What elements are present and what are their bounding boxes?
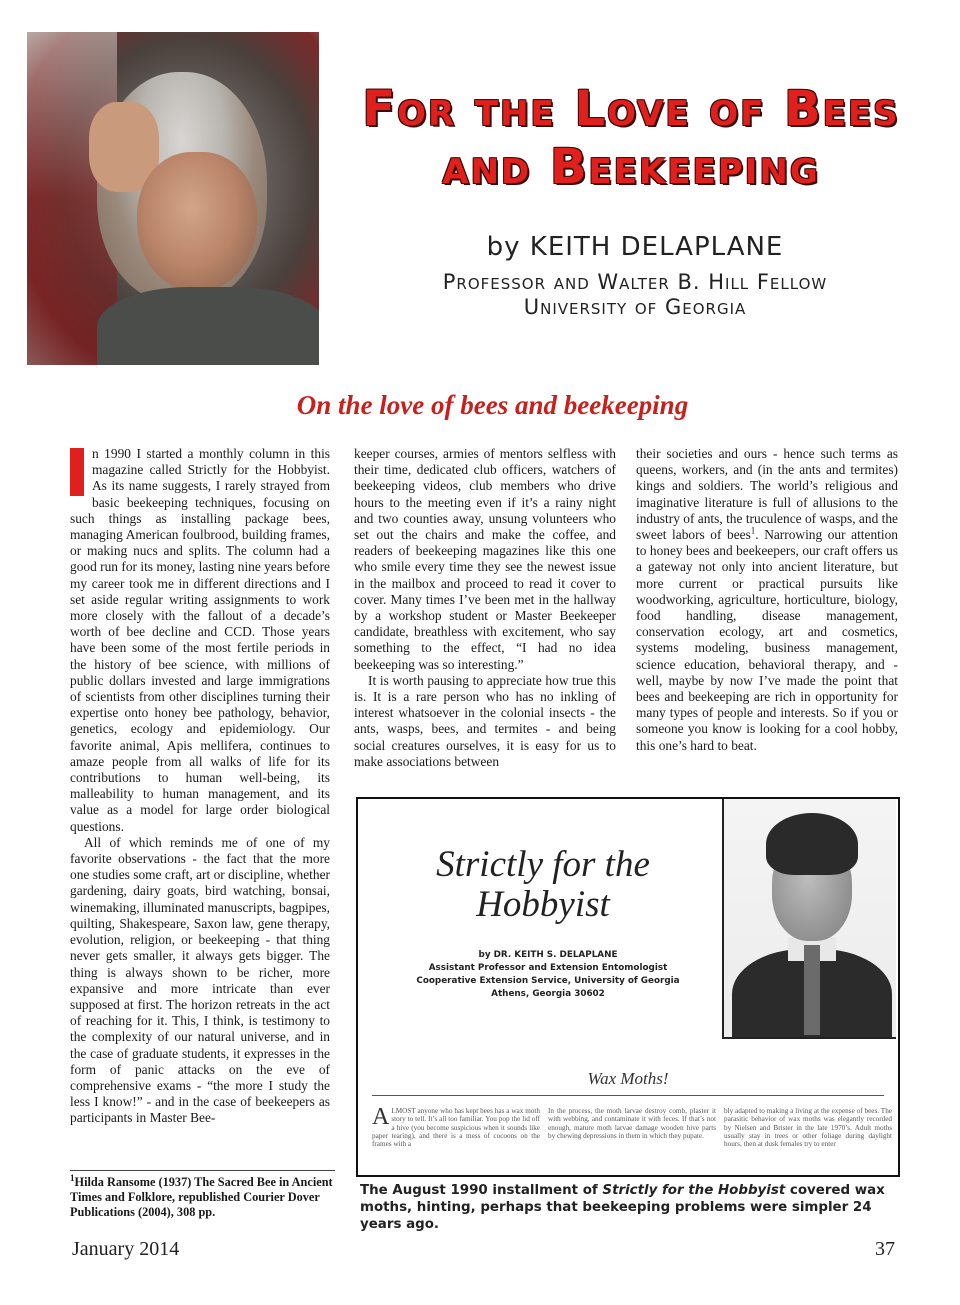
body-column-2 xyxy=(354,446,616,770)
title-line-1: For the Love of Bees xyxy=(362,81,900,137)
archival-credit xyxy=(388,949,708,1001)
archival-text-column: In the process, the moth larvae destroy comb, plaster it with webbing, and contaminate it with feces. If that’s not enough, mature moth larvae damage wooden hive parts by chewing depressions in them in which they pupate. xyxy=(548,1107,716,1140)
footnote-text: Hilda Ransome (1937) The Sacred Bee in Ancient Times and Folklore, republished Courier Dover Publications (2004), 308 pp. xyxy=(70,1175,333,1219)
archival-text-column xyxy=(372,1107,540,1151)
paragraph: keeper courses, armies of mentors selfless with their time, dedicated club officers, watchers of beekeeping videos, club members who drive hours to the meeting even if it’s a rainy night and two counties away, unsung volunteers who set out the chairs and make the coffee, and readers of beekeeping magazines like this one who smile every time they see the newest issue in the mailbox and proceed to read it cover to cover. Many times I’ve been met in the hallway by a workshop student or Master Beekeeper candidate, breathless with excitement, who say something to the effect, “I had no idea beekeeping was so interesting.” xyxy=(354,446,616,672)
paragraph-text: n 1990 I started a monthly column in this magazine called Strictly for the Hobbyist. As its name suggests, I rarely strayed from basic beekeeping techniques, focusing on such things as installing package bees, managing American foulbrood, building frames, or making nucs and splits. The column had a good run for its money, lasting nine years before my career took me in different directions and I set aside regular writing assignments to work more closely with the fallout of a decade’s worth of bee decline and CCD. Those years have been some of the most fertile periods in the history of bee science, with millions of public dollars invested and large immigrations of scientists from other disciplines turning their expertise onto honey bee pathology, behavior, genetics, ecology and epidemiology. Our favorite animal, Apis mellifera, continues to amaze people from all walks of life for its contributions to human well-being, its malleability to human management, and its value as a model for large order biological questions. xyxy=(70,446,330,834)
caption-text: The August 1990 installment of xyxy=(360,1183,603,1198)
footnote xyxy=(70,1170,335,1220)
page-number: 37 xyxy=(875,1238,895,1260)
paragraph xyxy=(636,446,898,754)
archival-column-title: Strictly for the Hobbyist xyxy=(436,844,650,925)
byline-block xyxy=(340,230,930,320)
archival-credit-line: Cooperative Extension Service, University of Georgia xyxy=(416,976,680,986)
portrait-tie xyxy=(804,945,820,1035)
archival-author-portrait xyxy=(722,799,896,1039)
article-subtitle: On the love of bees and beekeeping xyxy=(296,390,689,420)
caption-text: covered wax moths, hinting, perhaps that beekeeping problems were simpler 24 years ago. xyxy=(360,1183,885,1232)
article-title xyxy=(336,80,926,196)
divider xyxy=(372,1095,884,1096)
footnote-reference[interactable]: 1 xyxy=(750,525,756,536)
author-role xyxy=(340,270,930,320)
body-column-3 xyxy=(636,446,898,754)
paragraph-text: their societies and ours - hence such terms as queens, workers, and (in the ants and termites) kings and soldiers. The world’s religious and imaginative literature is full of allusions to the industry of ants, the truculence of wasps, and the sweet labors of bees xyxy=(636,446,898,543)
archival-credit-line: Assistant Professor and Extension Entomologist xyxy=(428,963,668,973)
image-caption xyxy=(360,1182,908,1233)
author-role-line-1: Professor and Walter B. Hill Fellow xyxy=(442,270,828,294)
photo-shirt xyxy=(97,287,319,365)
archival-text: LMOST anyone who has kept bees has a wax moth story to tell. It’s all too familiar. You pop the lid off a hive (you become suspicious when it sounds like paper tearing), and there is a mess of cocoons on the frames with a xyxy=(372,1107,540,1149)
caption-italic: Strictly for the Hobbyist xyxy=(602,1183,786,1198)
paragraph xyxy=(70,446,330,835)
archival-subhead: Wax Moths! xyxy=(587,1069,669,1088)
archival-drop-cap: A xyxy=(372,1107,390,1130)
archival-text-column: bly adapted to making a living at the expense of bees. The parasitic behavior of wax moths was elegantly recorded by Nielsen and Brister in the late 1970’s. Adult moths usually stay in trees or other foliage during daylight hours, then at dusk females try to enter xyxy=(724,1107,892,1149)
archival-credit-line: by DR. KEITH S. DELAPLANE xyxy=(478,950,618,960)
photo-face xyxy=(137,152,257,292)
author-byline: by KEITH DELAPLANE xyxy=(486,232,784,262)
author-photo xyxy=(27,32,319,365)
archival-column-image xyxy=(356,797,900,1177)
paragraph: It is worth pausing to appreciate how true this is. It is a rare person who has no inkling of interest whatsoever in the colonial insects - the ants, wasps, bees, and termites - and being social creatures ourselves, it is easy for us to make associations between xyxy=(354,672,616,769)
paragraph: All of which reminds me of one of my favorite observations - the fact that the more one studies some craft, art or discipline, whether gardening, dairy goats, bird watching, bonsai, winemaking, illuminated manuscripts, bagpipes, quilting, Shakespeare, Saxon law, gene therapy, evolution, religion, or beekeeping - that thing never gets smaller, it always gets bigger. The thing is always shown to be richer, more expansive and more intricate than ever supposed at first. The horizon retreats in the act of reaching for it. This, I think, is testimony to the complexity of our natural universe, and in the case of graduate students, it expresses in the form of panic attacks on the eve of comprehensive exams - “the more I study the less I know!” - and in the case of beekeepers as participants in Master Bee- xyxy=(70,834,330,1126)
paragraph-text: . Narrowing our attention to honey bees and beekeepers, our craft offers us a gateway not only into ancient literature, but more current or practical pursuits like woodworking, agriculture, horticulture, biology, food handling, disease management, conservation ecology, art and cosmetics, systems modeling, business management, science education, behavioral therapy, and - well, maybe by now I’ve made the point that bees and beekeeping are rich in opportunity for many types of people and interests. So if you or someone you know is looking for a cool hobby, this one’s hard to beat. xyxy=(636,527,898,753)
portrait-hair xyxy=(766,813,858,875)
title-line-2: and Beekeeping xyxy=(442,139,820,195)
footnote-marker: 1 xyxy=(70,1172,75,1183)
body-column-1 xyxy=(70,446,330,1127)
author-role-line-2: University of Georgia xyxy=(523,295,747,319)
issue-date: January 2014 xyxy=(72,1238,180,1260)
drop-cap-bar xyxy=(70,448,84,496)
archival-credit-line: Athens, Georgia 30602 xyxy=(491,989,605,999)
